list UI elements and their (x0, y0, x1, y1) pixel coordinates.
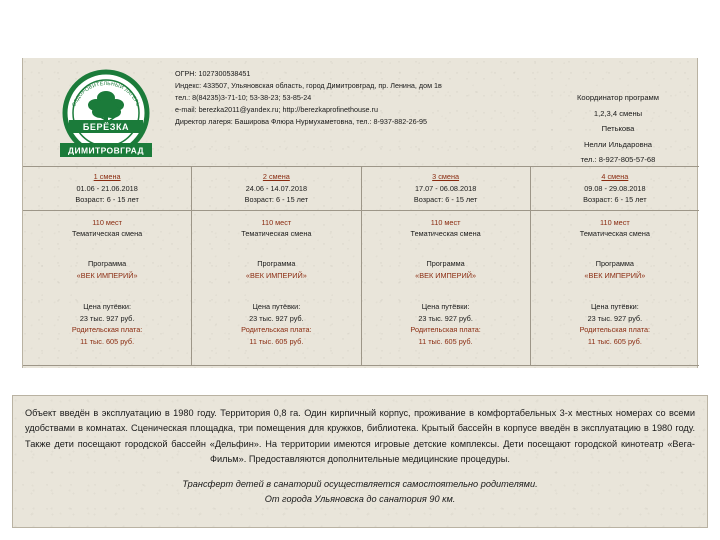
shift-parent-label: Родительская плата: (241, 325, 312, 335)
shift-price-value: 23 тыс. 927 руб. (249, 313, 304, 323)
camp-contact-info (175, 68, 565, 128)
shift-age: Возраст: 6 - 15 лет (413, 195, 478, 205)
camp-email-site: e-mail: berezka2011@yandex.ru; http://berezkaprofinethouse.ru (175, 105, 378, 115)
coordinator-title: Координатор программ (576, 93, 659, 102)
coordinator-shifts: 1,2,3,4 смены (593, 108, 643, 118)
shift-price-label: Цена путёвки: (83, 302, 131, 312)
shift-places: 110 мест (430, 217, 461, 227)
shift-parent-value: 11 тыс. 605 руб. (80, 336, 135, 346)
facility-description-text: Объект введён в эксплуатацию в 1980 году. Территория 0,8 га. Один кирпичный корпус, проживание в комфортабельных 3-х местных номерах со всеми удобствами в комнатах. Сценическая площадка, три помещения для кружков, библиотека. Крытый бассейн в корпусе введён в эксплуатацию в 1980 году. Также дети посещают городской бассейн «Дельфин». На территории имеются игровые детские комплексы. Дети посещают городской кинотеатр «Вега-Фильм». Предоставляются дополнительные медицинские процедуры. (25, 408, 695, 465)
shift-title: 4 смена (601, 172, 629, 181)
shift-price-value: 23 тыс. 927 руб. (79, 313, 135, 323)
shift-parent-value: 11 тыс. 605 руб. (249, 336, 304, 346)
shift-column-1 (23, 166, 192, 365)
shift-age: Возраст: 6 - 15 лет (75, 195, 139, 205)
camp-phones: тел.: 8(84235)3-71-10; 53-38-23; 53-85-24 (175, 93, 312, 103)
camp-header-card (22, 58, 698, 368)
camp-address: Индекс: 433507, Ульяновская область, город Димитровград, пр. Ленина, дом 1в (175, 81, 442, 91)
shift-theme: Тематическая смена (72, 229, 143, 239)
camp-ogrn: ОГРН: 1027300538451 (175, 69, 251, 78)
shift-theme: Тематическая смена (241, 229, 312, 239)
shift-theme: Тематическая смена (579, 229, 650, 239)
shift-price-label: Цена путёвки: (421, 302, 470, 312)
shift-places: 110 мест (261, 217, 292, 227)
shift-column-3 (362, 166, 531, 365)
shift-column-2 (192, 166, 361, 365)
shift-program-name: «ВЕК ИМПЕРИЙ» (584, 270, 646, 280)
shifts-bottom-divider (23, 365, 699, 366)
shift-places: 110 мест (92, 217, 122, 227)
shift-program-name: «ВЕК ИМПЕРИЙ» (245, 270, 307, 280)
program-coordinator (543, 90, 693, 168)
shifts-table (23, 166, 699, 365)
shift-dates: 24.06 - 14.07.2018 (245, 183, 307, 193)
shift-price-value: 23 тыс. 927 руб. (587, 313, 643, 323)
shift-price-value: 23 тыс. 927 руб. (418, 313, 473, 323)
shift-parent-label: Родительская плата: (410, 325, 481, 335)
shift-price-label: Цена путёвки: (591, 302, 639, 312)
transfer-note-line1: Трансферт детей в санаторий осуществляется самостоятельно родителями. (182, 478, 538, 489)
shift-parent-label: Родительская плата: (71, 325, 143, 335)
coordinator-fio: Нелли Ильдаровна (583, 139, 653, 149)
shift-parent-value: 11 тыс. 605 руб. (587, 336, 642, 346)
shift-title: 3 смена (432, 172, 460, 181)
shift-program-name: «ВЕК ИМПЕРИЙ» (415, 270, 477, 280)
shift-places: 110 мест (600, 217, 630, 227)
shift-title: 2 смена (262, 172, 290, 181)
shift-parent-value: 11 тыс. 605 руб. (418, 336, 473, 346)
camp-director: Директор лагеря: Баширова Флюра Нурмухаметовна, тел.: 8-937-882-26-95 (175, 117, 427, 127)
facility-description-card (12, 395, 708, 528)
shift-program-label: Программа (88, 258, 127, 268)
shift-dates: 17.07 - 06.08.2018 (414, 183, 477, 193)
shift-program-name: «ВЕК ИМПЕРИЙ» (76, 270, 138, 280)
shift-age: Возраст: 6 - 15 лет (583, 195, 647, 205)
shift-column-4 (531, 166, 699, 365)
svg-text:ДИМИТРОВГРАД: ДИМИТРОВГРАД (68, 145, 144, 156)
shift-title: 1 смена (93, 172, 121, 181)
svg-text:ОЗДОРОВИТЕЛЬНЫЙ ЛАГЕРЬ: ОЗДОРОВИТЕЛЬНЫЙ ЛАГЕРЬ (71, 80, 141, 108)
shift-price-label: Цена путёвки: (252, 302, 301, 312)
coordinator-surname: Петькова (601, 124, 635, 133)
shift-program-label: Программа (257, 258, 296, 268)
svg-text:БЕРЁЗКА: БЕРЁЗКА (82, 122, 130, 132)
shift-parent-label: Родительская плата: (579, 325, 651, 335)
shift-dates: 01.06 - 21.06.2018 (76, 183, 138, 193)
shift-dates: 09.08 - 29.08.2018 (584, 183, 646, 193)
berezka-logo-icon (47, 68, 165, 168)
shift-program-label: Программа (426, 258, 465, 268)
camp-logo (47, 68, 165, 168)
coordinator-phone: тел.: 8-927-805-57-68 (580, 155, 656, 164)
transfer-note-line2: От города Ульяновска до санатория 90 км. (264, 494, 456, 505)
shift-program-label: Программа (595, 258, 634, 268)
shift-theme: Тематическая смена (410, 229, 481, 239)
shift-age: Возраст: 6 - 15 лет (244, 195, 309, 205)
